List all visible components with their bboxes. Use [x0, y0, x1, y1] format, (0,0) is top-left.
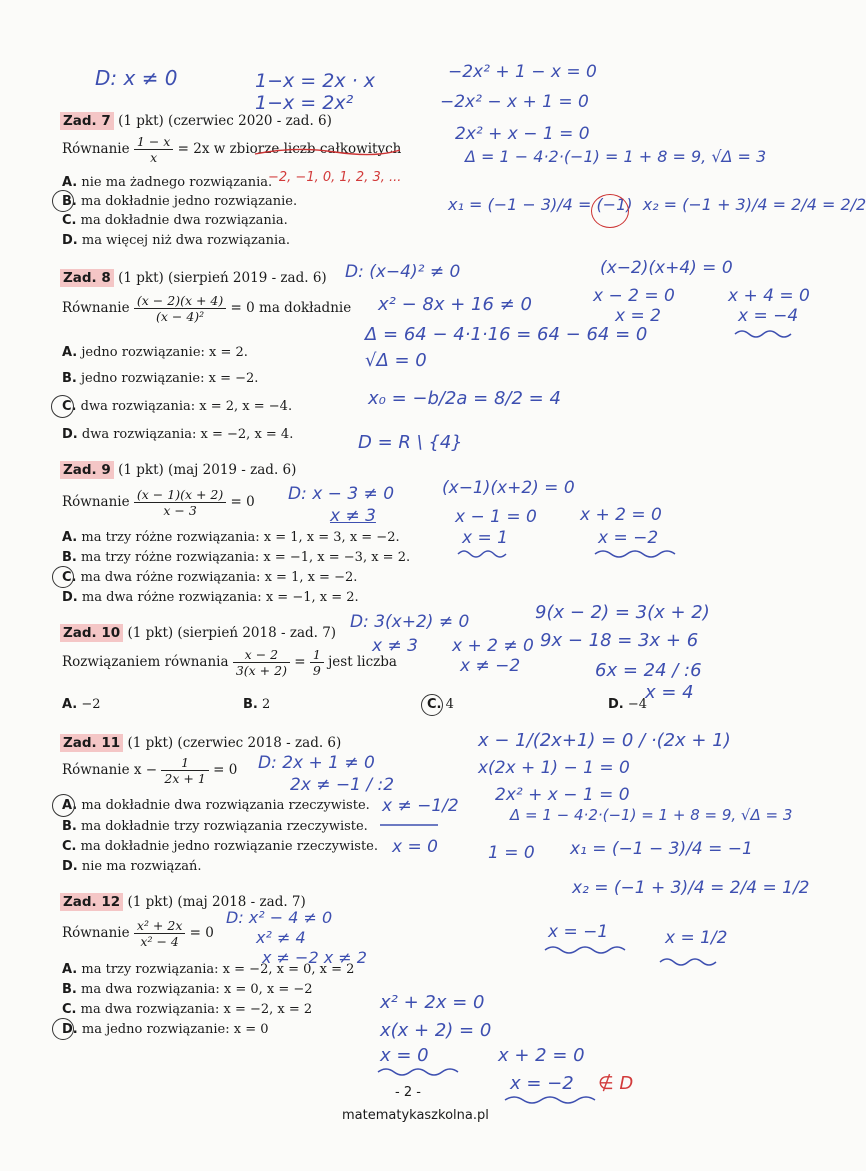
task-11-header — [60, 735, 341, 751]
hw-line: 1−x = 2x² — [255, 92, 354, 114]
hw-not-in-domain: ∉ D — [598, 1073, 634, 1094]
hw-line: −2x² + 1 − x = 0 — [448, 62, 597, 82]
hw-line: x ≠ 3 — [372, 636, 418, 656]
statement-prefix: Równanie — [62, 141, 130, 157]
frac-num: 1 — [161, 755, 208, 771]
task-10-header — [60, 625, 336, 641]
hw-line: 9x − 18 = 3x + 6 — [540, 630, 699, 651]
frac-num: x − 2 — [233, 647, 290, 663]
fraction — [233, 647, 290, 678]
frac-den: 9 — [312, 663, 321, 678]
hw-line: √Δ = 0 — [365, 350, 427, 371]
answer-circle — [52, 566, 74, 588]
hw-line: x₂ = (−1 + 3)/4 = 2/4 = 1/2 — [572, 878, 810, 898]
task-8-statement — [62, 293, 351, 324]
hw-domain-set: D = R \ {4} — [358, 432, 463, 453]
task-meta: (1 pkt) (czerwiec 2020 - zad. 6) — [118, 113, 332, 129]
option-c[interactable]: C. ma dwa rozwiązania: x = −2, x = 2 — [62, 1002, 313, 1017]
statement-suffix: = 2x w zbiorze liczb całkowitych — [177, 141, 402, 157]
option-d[interactable]: D. ma jedno rozwiązanie: x = 0 — [62, 1022, 269, 1037]
hw-line: x ≠ 3 — [330, 506, 376, 526]
task-9-header — [60, 462, 296, 478]
hw-line: x = 2 — [615, 306, 661, 326]
hw-line: Δ = 64 − 4·1·16 = 64 − 64 = 0 — [365, 324, 648, 345]
frac-den: 2x + 1 — [164, 771, 206, 786]
underline-mark — [595, 548, 675, 560]
underline-mark — [660, 956, 720, 968]
hw-line: x(x + 2) = 0 — [380, 1020, 492, 1041]
hw-domain: D: x − 3 ≠ 0 — [288, 484, 395, 504]
option-a[interactable]: A. nie ma żadnego rozwiązania. — [62, 175, 273, 190]
hw-line: 1 = 0 — [488, 843, 535, 863]
frac-num: x² + 2x — [134, 918, 185, 934]
hw-line: x² ≠ 4 — [256, 928, 306, 947]
hw-line: 1−x = 2x · x — [255, 70, 375, 92]
task-title: Zad. 9 — [60, 461, 114, 479]
underline-mark — [458, 548, 508, 560]
task-meta: (1 pkt) (maj 2019 - zad. 6) — [118, 462, 297, 478]
hw-line: x + 2 ≠ 0 — [452, 636, 534, 656]
task-title: Zad. 12 — [60, 893, 123, 911]
hw-line: 2x² + x − 1 = 0 — [495, 785, 630, 805]
option-c[interactable]: C. ma dokładnie jedno rozwiązanie rzeczywiste. — [62, 839, 378, 854]
frac-num: 1 − x — [134, 134, 173, 150]
hw-line: x(2x + 1) − 1 = 0 — [478, 758, 630, 778]
statement-prefix: Równanie — [62, 300, 130, 316]
option-b[interactable]: B. ma trzy różne rozwiązania: x = −1, x = −3, x = 2. — [62, 550, 411, 565]
hw-line: (x−2)(x+4) = 0 — [600, 258, 733, 278]
hw-x2: x₂ = (−1 + 3)/4 = 2/4 = 2/2 — [642, 195, 866, 214]
task-10-statement: Rozwiązaniem równania $\frac{x - 2}{3(x + 2)}$ = $\frac{1}{9}$ jest liczba — [62, 647, 397, 678]
hw-line: x = 1/2 — [665, 928, 728, 948]
hw-roots — [448, 195, 866, 214]
option-d[interactable]: D. dwa rozwiązania: x = −2, x = 4. — [62, 427, 294, 442]
option-d[interactable]: D. −4 — [608, 697, 648, 712]
hw-domain: D: 3(x+2) ≠ 0 — [350, 612, 470, 632]
option-c[interactable]: C. ma dwa różne rozwiązania: x = 1, x = −2. — [62, 570, 358, 585]
option-b[interactable]: B. ma dwa rozwiązania: x = 0, x = −2 — [62, 982, 313, 997]
answer-circle — [51, 395, 74, 418]
frac-num: (x − 1)(x + 2) — [134, 487, 226, 503]
underline-mark — [545, 944, 625, 956]
task-meta: (1 pkt) (maj 2018 - zad. 7) — [127, 894, 306, 910]
fraction — [134, 487, 226, 518]
hw-line: x₀ = −b/2a = 8/2 = 4 — [368, 388, 561, 409]
answer-circle — [421, 694, 443, 716]
hw-line: x₁ = (−1 − 3)/4 = −1 — [570, 839, 753, 859]
frac-num: (x − 2)(x + 4) — [134, 293, 226, 309]
underline-mark — [378, 1066, 458, 1078]
statement-suffix: jest liczba — [328, 654, 397, 670]
hw-line: 2x ≠ −1 / :2 — [290, 775, 395, 795]
hw-domain: D: x ≠ 0 — [95, 66, 178, 90]
option-d[interactable]: D. ma dwa różne rozwiązania: x = −1, x = 2. — [62, 590, 359, 605]
task-meta: (1 pkt) (sierpień 2019 - zad. 6) — [118, 270, 327, 286]
option-c[interactable]: C. dwa rozwiązania: x = 2, x = −4. — [62, 399, 293, 414]
hw-line: −2x² − x + 1 = 0 — [440, 92, 589, 112]
task-7-header — [60, 113, 332, 129]
hw-line: x = −1 — [548, 922, 609, 942]
hw-integers: −2, −1, 0, 1, 2, 3, ... — [268, 170, 402, 185]
hw-line: x² + 2x = 0 — [380, 992, 485, 1013]
underline-mark — [380, 820, 440, 830]
hw-line: x = 0 — [380, 1045, 429, 1066]
underline-mark — [255, 146, 405, 160]
option-b[interactable]: B. ma dokładnie trzy rozwiązania rzeczywiste. — [62, 819, 368, 834]
frac-den: x — [150, 150, 158, 165]
option-c[interactable]: C. ma dokładnie dwa rozwiązania. — [62, 213, 288, 228]
hw-line: x = 4 — [645, 682, 694, 703]
hw-line: 9(x − 2) = 3(x + 2) — [535, 602, 710, 623]
task-8-header — [60, 270, 327, 286]
statement-suffix: = 0 — [230, 494, 255, 510]
statement-prefix: Rozwiązaniem równania — [62, 654, 229, 670]
task-meta: (1 pkt) (czerwiec 2018 - zad. 6) — [127, 735, 342, 751]
fraction — [134, 918, 185, 949]
hw-line: x = −2 — [598, 528, 659, 548]
hw-line: x + 2 = 0 — [498, 1045, 585, 1066]
statement-suffix: = 0 — [213, 762, 238, 778]
frac-den: (x − 4)² — [155, 309, 205, 324]
option-a[interactable]: A. −2 — [62, 697, 101, 712]
hw-line: x = 1 — [462, 528, 508, 548]
task-title: Zad. 10 — [60, 624, 123, 642]
option-a[interactable]: A. ma trzy różne rozwiązania: x = 1, x = 3, x = −2. — [62, 530, 400, 545]
hw-line: x − 1 = 0 — [455, 507, 537, 527]
statement-prefix: Równanie x − — [62, 762, 158, 778]
fraction — [134, 293, 226, 324]
task-9-statement — [62, 487, 255, 518]
option-b[interactable]: B. ma dokładnie jedno rozwiązanie. — [62, 194, 298, 209]
task-title: Zad. 11 — [60, 734, 123, 752]
answer-circle — [52, 794, 75, 817]
hw-line: x = 0 — [392, 837, 438, 857]
hw-domain: D: x² − 4 ≠ 0 — [226, 908, 333, 927]
hw-line: x ≠ −2 — [460, 656, 521, 676]
hw-line: x + 2 = 0 — [580, 505, 662, 525]
task-title: Zad. 7 — [60, 112, 114, 130]
hw-line: 6x = 24 / :6 — [595, 660, 702, 681]
option-a[interactable]: A. ma dokładnie dwa rozwiązania rzeczywiste. — [62, 798, 370, 813]
root-circle — [591, 194, 629, 228]
hw-domain: D: 2x + 1 ≠ 0 — [258, 753, 375, 773]
answer-circle — [52, 190, 74, 212]
fraction — [161, 755, 208, 786]
statement-prefix: Równanie — [62, 925, 130, 941]
task-11-statement — [62, 755, 237, 786]
option-d[interactable]: D. nie ma rozwiązań. — [62, 859, 202, 874]
underline-mark — [735, 328, 795, 340]
hw-line: (x−1)(x+2) = 0 — [442, 478, 575, 498]
statement-suffix: = 0 ma dokładnie — [230, 300, 352, 316]
underline-mark — [505, 1094, 595, 1106]
fraction — [134, 134, 173, 165]
option-b[interactable]: B. 2 — [243, 697, 271, 712]
frac-num: 1 — [310, 647, 324, 663]
hw-line: x + 4 = 0 — [728, 286, 810, 306]
hw-line: x = −4 — [738, 306, 799, 326]
hw-line: x ≠ −1/2 — [382, 796, 459, 816]
hw-line: x ≠ −2 x ≠ 2 — [262, 948, 367, 967]
task-12-statement — [62, 918, 214, 949]
answer-circle — [52, 1018, 74, 1040]
option-a[interactable]: A. jedno rozwiązanie: x = 2. — [62, 345, 248, 360]
hw-domain: D: (x−4)² ≠ 0 — [345, 262, 461, 282]
statement-prefix: Równanie — [62, 494, 130, 510]
frac-den: 3(x + 2) — [235, 663, 287, 678]
page-number: - 2 - — [395, 1085, 421, 1100]
frac-den: x² − 4 — [140, 934, 179, 949]
hw-line: x = −2 — [510, 1073, 574, 1094]
task-title: Zad. 8 — [60, 269, 114, 287]
option-d[interactable]: D. ma więcej niż dwa rozwiązania. — [62, 233, 290, 248]
fraction — [310, 647, 324, 678]
hw-x1: x₁ = (−1 − 3)/4 = (−1) — [448, 195, 633, 214]
option-b[interactable]: B. jedno rozwiązanie: x = −2. — [62, 371, 259, 386]
hw-delta: Δ = 1 − 4·2·(−1) = 1 + 8 = 9, √Δ = 3 — [510, 806, 793, 824]
option-c[interactable]: C. 4 — [427, 697, 454, 712]
hw-line: x − 1/(2x+1) = 0 / ·(2x + 1) — [478, 730, 731, 751]
task-meta: (1 pkt) (sierpień 2018 - zad. 7) — [127, 625, 337, 641]
hw-line: 2x² + x − 1 = 0 — [455, 124, 590, 144]
hw-line: x² − 8x + 16 ≠ 0 — [378, 294, 532, 315]
statement-suffix: = 0 — [189, 925, 214, 941]
frac-den: x − 3 — [163, 503, 197, 518]
hw-line: x − 2 = 0 — [593, 286, 675, 306]
hw-delta: Δ = 1 − 4·2·(−1) = 1 + 8 = 9, √Δ = 3 — [465, 147, 767, 166]
option-a[interactable]: A. ma trzy rozwiązania: x = −2, x = 0, x = 2 — [62, 962, 355, 977]
footer-site: matematykaszkolna.pl — [342, 1108, 489, 1123]
